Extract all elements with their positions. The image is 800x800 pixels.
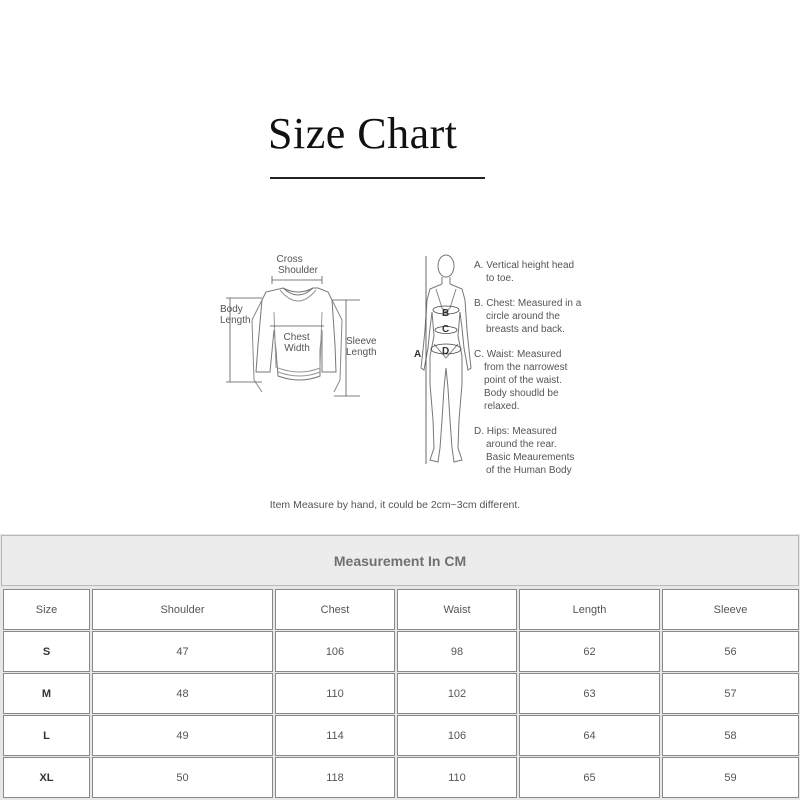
marker-d: D xyxy=(442,346,450,357)
note-height: A. Vertical height head to toe. xyxy=(474,260,575,284)
header-sleeve: Sleeve xyxy=(662,589,799,630)
table-cell: 58 xyxy=(662,715,799,756)
note-chest: B. Chest: Measured in a circle around the breasts and back. xyxy=(474,298,582,335)
table-caption: Measurement In CM xyxy=(1,535,799,586)
header-waist: Waist xyxy=(397,589,517,630)
header-shoulder: Shoulder xyxy=(92,589,273,630)
table-cell: 110 xyxy=(275,673,395,714)
body-length-label: Body Length xyxy=(220,304,251,326)
table-cell-size: L xyxy=(3,715,90,756)
measure-disclaimer: Item Measure by hand, it could be 2cm~3cm different. xyxy=(269,499,521,511)
table-cell: 110 xyxy=(397,757,517,798)
table-cell: 48 xyxy=(92,673,273,714)
table-cell: 57 xyxy=(662,673,799,714)
marker-a: A xyxy=(414,349,422,360)
sleeve-length-label: Sleeve Length xyxy=(346,336,377,358)
body-figure xyxy=(421,255,471,462)
table-cell: 106 xyxy=(275,631,395,672)
header-chest: Chest xyxy=(275,589,395,630)
table-cell: 102 xyxy=(397,673,517,714)
table-cell: 106 xyxy=(397,715,517,756)
page-title: Size Chart xyxy=(268,109,458,158)
table-cell: 64 xyxy=(519,715,660,756)
table-cell: 114 xyxy=(275,715,395,756)
table-cell: 65 xyxy=(519,757,660,798)
note-waist: C. Waist: Measured from the narrowest point of the waist. Body shoudld be relaxed. xyxy=(474,349,568,412)
header-length: Length xyxy=(519,589,660,630)
table-cell: 63 xyxy=(519,673,660,714)
table-cell: 62 xyxy=(519,631,660,672)
size-table xyxy=(0,534,800,800)
header-size: Size xyxy=(3,589,90,630)
table-cell: 50 xyxy=(92,757,273,798)
table-cell-size: S xyxy=(3,631,90,672)
table-cell: 98 xyxy=(397,631,517,672)
table-cell-size: M xyxy=(3,673,90,714)
table-cell-size: XL xyxy=(3,757,90,798)
marker-c: C xyxy=(442,324,450,335)
table-cell: 47 xyxy=(92,631,273,672)
table-cell: 118 xyxy=(275,757,395,798)
cross-shoulder-label: Cross Shoulder xyxy=(276,254,319,276)
chest-width-label: Chest Width xyxy=(283,332,310,354)
note-hips: D. Hips: Measured around the rear. Basic Meaurements of the Human Body xyxy=(474,426,575,476)
table-cell: 59 xyxy=(662,757,799,798)
body-measure-marks xyxy=(426,256,461,464)
table-cell: 49 xyxy=(92,715,273,756)
table-cell: 56 xyxy=(662,631,799,672)
marker-b: B xyxy=(442,308,450,319)
